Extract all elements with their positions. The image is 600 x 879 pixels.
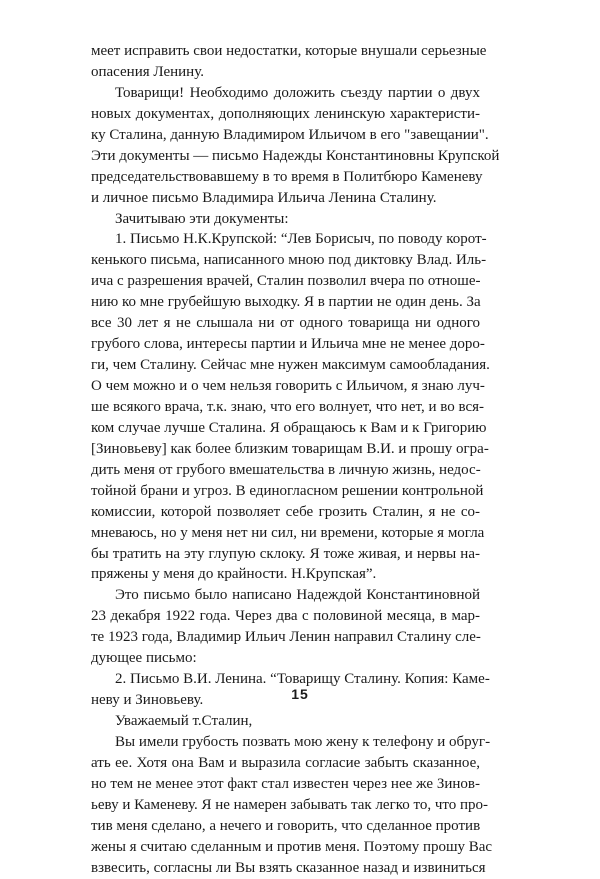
text-line: тив меня сделано, а нечего и говорить, что сделанное против [91, 817, 481, 834]
text-line: ше всякого врача, т.к. знаю, что его волнует, что нет, и во вся- [91, 398, 485, 415]
text-line: и личное письмо Владимира Ильича Ленина Сталину. [91, 189, 437, 206]
text-line: те 1923 года, Владимир Ильич Ленин направил Сталину сле- [91, 629, 481, 646]
text-line: пряжены у меня до крайности. Н.Крупская”. [91, 566, 377, 583]
page-body-text [91, 41, 500, 879]
text-line: мневаюсь, но у меня нет ни сил, ни времени, которые я могла [91, 524, 485, 541]
text-line: комиссии, которой позволяет себе грозить Сталин, я не со- [91, 503, 480, 520]
text-line: неву и Зиновьеву. [91, 692, 204, 709]
text-line: все 30 лет я не слышала ни от одного товарища ни одного [91, 315, 480, 332]
text-line: Зачитываю эти документы: [115, 210, 289, 227]
text-line: бы тратить на эту глупую склоку. Я тоже живая, и нервы на- [91, 545, 480, 562]
text-line: дить меня от грубого вмешательства в личную жизнь, недос- [91, 461, 481, 478]
text-line: меет исправить свои недостатки, которые внушали серьезные [91, 43, 487, 59]
text-line: ича с разрешения врачей, Сталин позволил вчера по отноше- [91, 273, 481, 290]
text-line: новых документах, дополняющих ленинскую характеристи- [91, 105, 480, 122]
text-line: 2. Письмо В.И. Ленина. “Товарищу Сталину. Копия: Каме- [115, 671, 490, 688]
text-line: Товарищи! Необходимо доложить съезду партии о двух [115, 84, 480, 101]
text-line: Уважаемый т.Сталин, [115, 713, 253, 729]
text-line: ку Сталина, данную Владимиром Ильичом в его "завещании". [91, 126, 489, 143]
text-line: [Зиновьеву] как более близким товарищам В.И. и прошу огра- [91, 440, 489, 457]
text-line: ком случае лучше Сталина. Я обращаюсь к Вам и к Григорию [91, 419, 487, 436]
text-line: опасения Ленину. [91, 63, 204, 80]
text-line: дующее письмо: [91, 650, 197, 667]
text-line: ать ее. Хотя она Вам и выразила согласие забыть сказанное, [91, 754, 480, 771]
text-line: тойной брани и угроз. В единогласном решении контрольной [91, 482, 484, 499]
text-line: кенького письма, написанного мною под диктовку Влад. Иль- [91, 252, 487, 269]
text-line: О чем можно и о чем нельзя говорить с Ильичом, я знаю луч- [91, 378, 485, 394]
text-line: 1. Письмо Н.К.Крупской: “Лев Борисыч, по поводу корот- [115, 231, 487, 248]
text-line: но тем не менее этот факт стал известен через нее же Зинов- [91, 775, 480, 792]
text-line: Это письмо было написано Надеждой Константиновной [115, 587, 480, 604]
text-line: председательствовавшему в то время в Политбюро Каменеву [91, 168, 483, 185]
text-line: Вы имели грубость позвать мою жену к телефону и обруг- [115, 733, 491, 750]
text-line: грубого слова, интересы партии и Ильича мне не менее доро- [91, 336, 485, 353]
text-line: Эти документы — письмо Надежды Константиновны Крупской [91, 147, 500, 164]
page-number: 15 [291, 686, 309, 702]
text-line: ги, чем Сталину. Сейчас мне нужен максимум самообладания. [91, 357, 490, 374]
text-line: нию ко мне грубейшую выходку. Я в партии не один день. За [91, 294, 481, 311]
text-line: жены я считаю сделанным и против меня. Поэтому прошу Вас [91, 838, 493, 855]
text-line: ьеву и Каменеву. Я не намерен забывать так легко то, что про- [91, 796, 489, 813]
text-line: взвесить, согласны ли Вы взять сказанное назад и извиниться [91, 859, 486, 876]
text-line: 23 декабря 1922 года. Через два с половиной месяца, в мар- [91, 608, 480, 625]
